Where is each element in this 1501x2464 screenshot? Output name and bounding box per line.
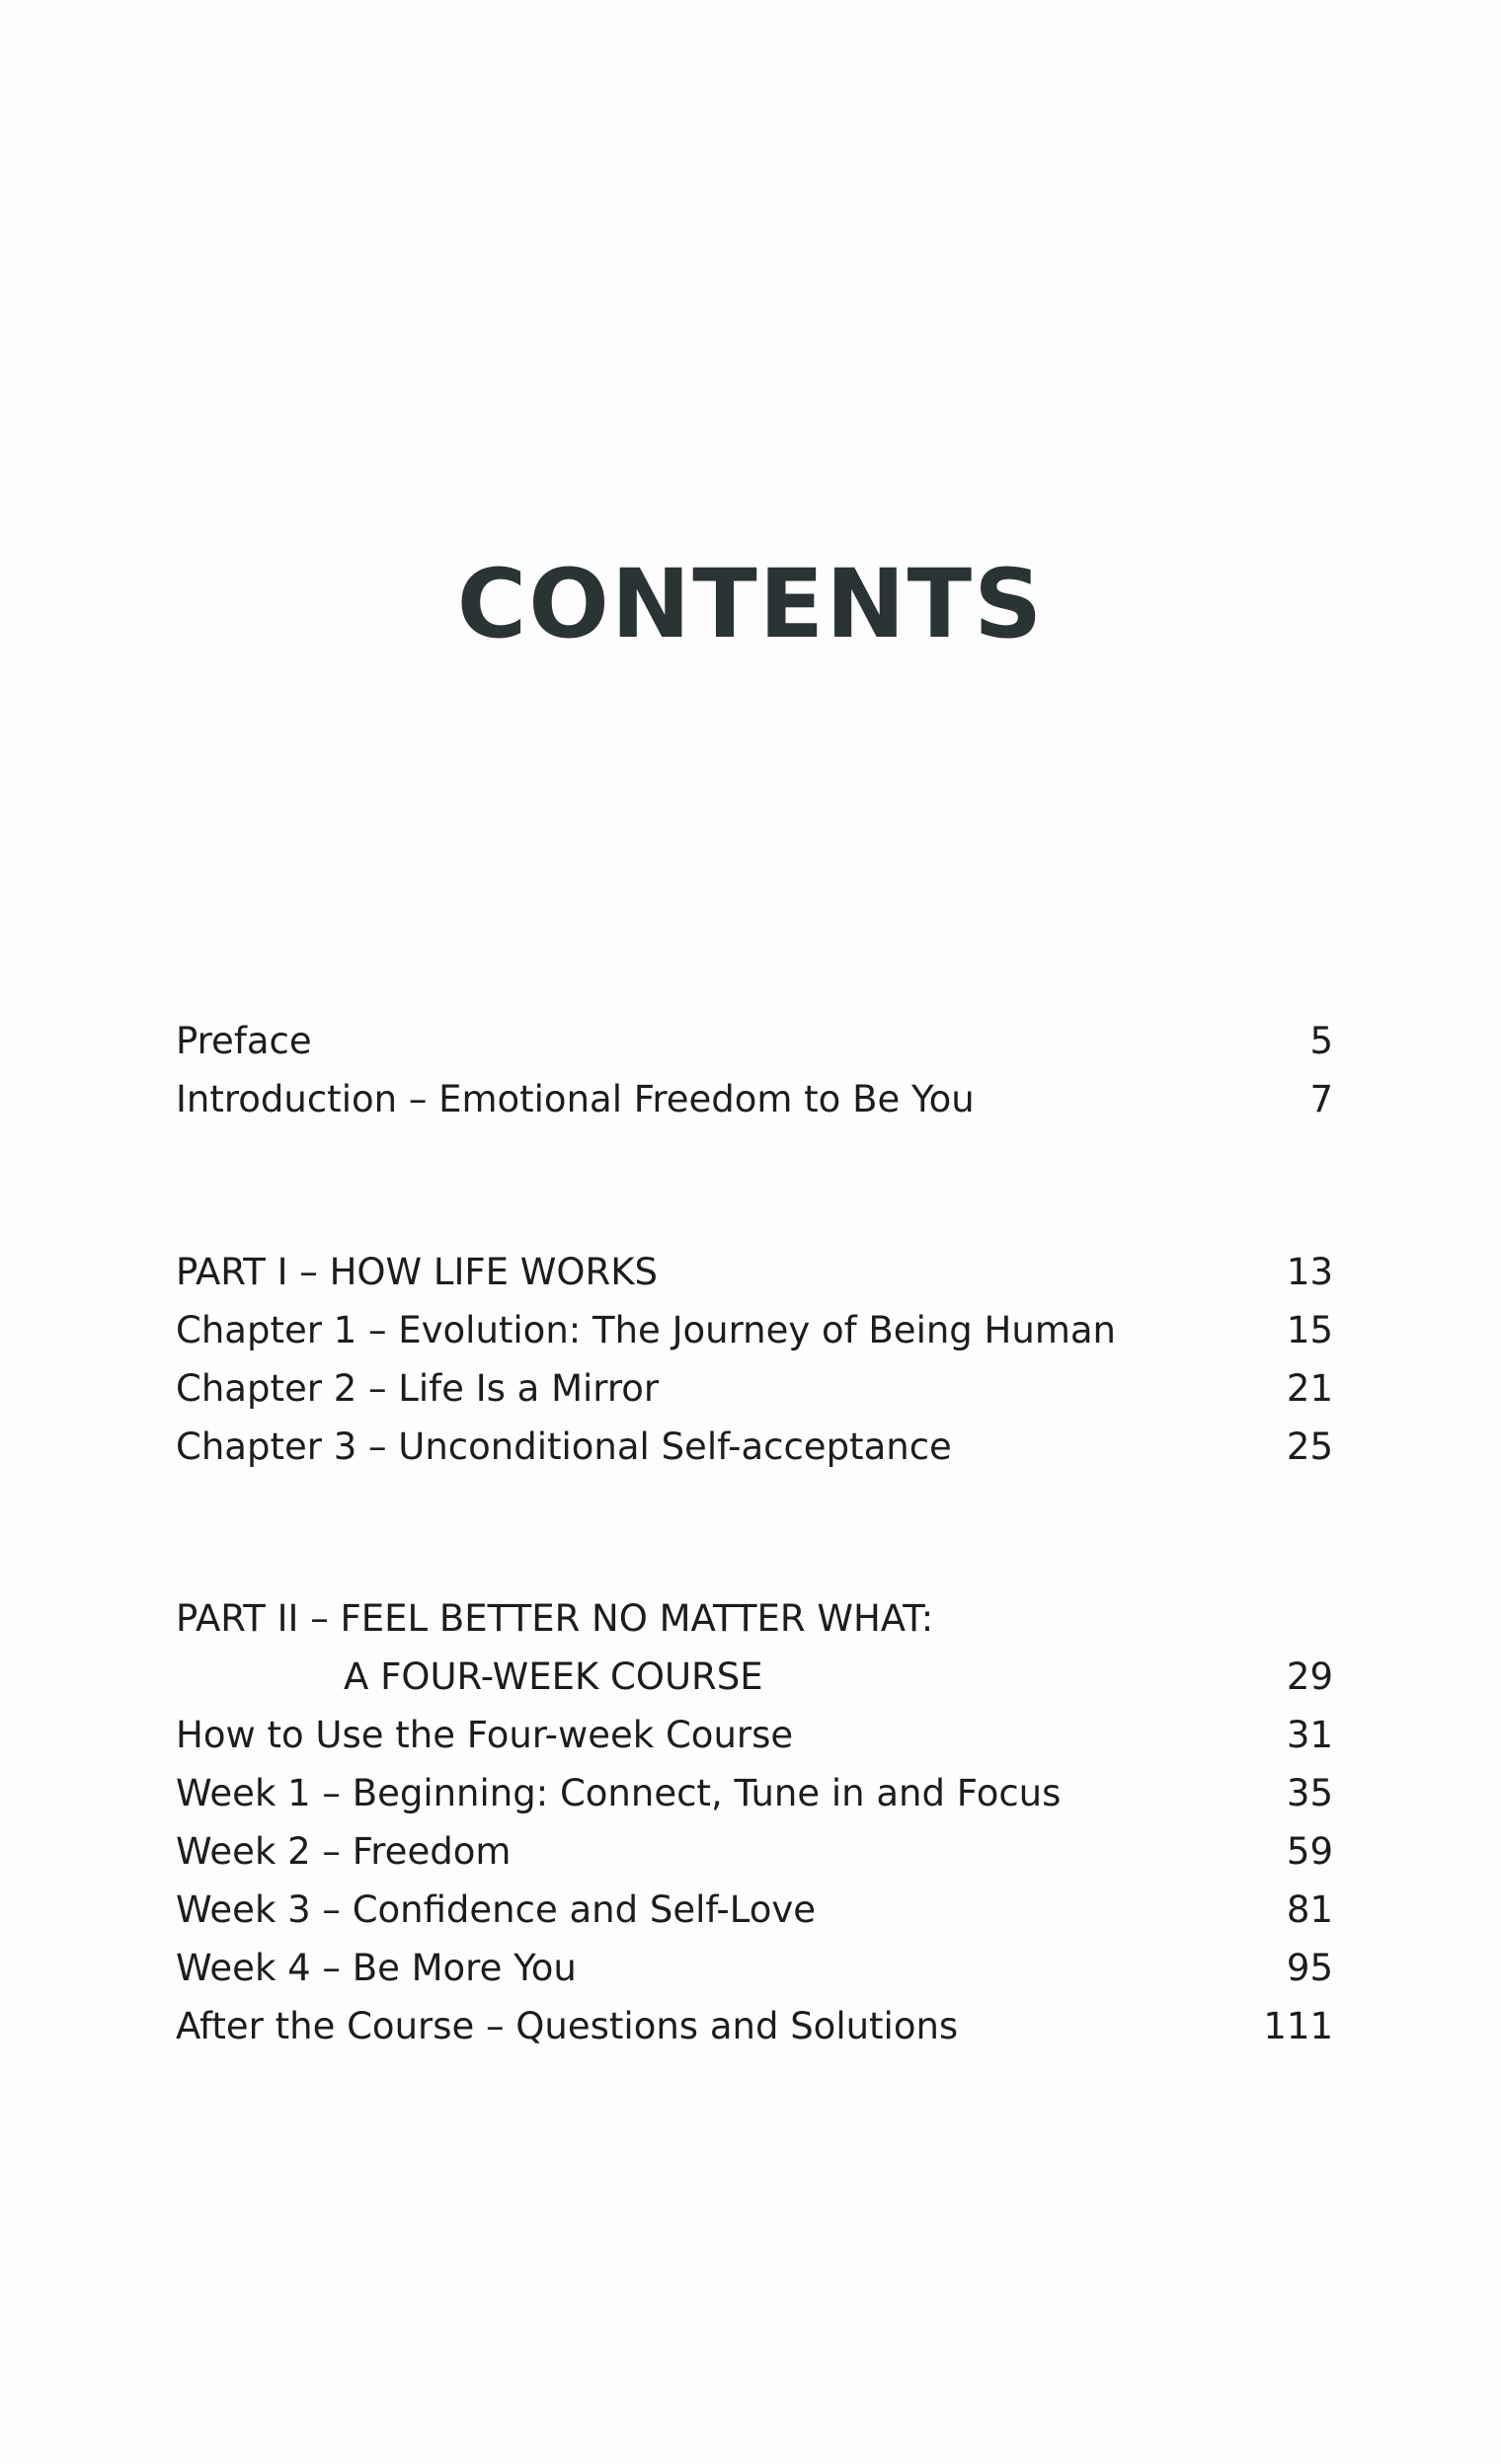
toc-entry-page: 13 (1286, 1251, 1333, 1293)
toc-entry-label: Week 1 – Beginning: Connect, Tune in and Focus (176, 1772, 1062, 1814)
toc-entry-label: After the Course – Questions and Solutions (176, 2005, 959, 2047)
toc-entry-label: How to Use the Four-week Course (176, 1714, 794, 1756)
toc-entry (176, 1823, 1333, 1881)
toc-entry-label: Chapter 3 – Unconditional Self-acceptance (176, 1425, 952, 1468)
toc-entry-label: Week 4 – Be More You (176, 1947, 577, 1989)
toc-entry-page: 21 (1286, 1367, 1333, 1410)
toc-entry (176, 1360, 1333, 1418)
toc-entry-page: 31 (1286, 1714, 1333, 1756)
toc-entry-label: PART II – FEEL BETTER NO MATTER WHAT: (176, 1597, 934, 1640)
toc-entry-label: A FOUR-WEEK COURSE (344, 1656, 763, 1698)
toc-entry-label: Chapter 2 – Life Is a Mirror (176, 1367, 660, 1410)
toc-entry-page: 15 (1286, 1309, 1333, 1351)
toc-entry-page: 5 (1309, 1020, 1333, 1062)
toc-entry-page: 111 (1263, 2005, 1333, 2047)
toc-entry-page: 25 (1286, 1425, 1333, 1468)
toc-entry (176, 1419, 1333, 1476)
toc-entry-page: 95 (1286, 1947, 1333, 1989)
toc-entry (176, 1244, 1333, 1301)
toc-entry (176, 1940, 1333, 1997)
toc-entry-page: 81 (1286, 1888, 1333, 1931)
toc-entry-label: PART I – HOW LIFE WORKS (176, 1251, 658, 1293)
toc-entry (176, 1302, 1333, 1359)
toc-entry (176, 1707, 1333, 1764)
page-title: CONTENTS (456, 549, 1045, 660)
toc-entry (176, 1590, 1333, 1648)
toc-entry (176, 1649, 1333, 1706)
toc-entry-page: 7 (1309, 1078, 1333, 1120)
toc-entry-page: 35 (1286, 1772, 1333, 1814)
toc-entry-label: Chapter 1 – Evolution: The Journey of Being Human (176, 1309, 1116, 1351)
toc-entry-label: Introduction – Emotional Freedom to Be You (176, 1078, 975, 1120)
toc-entry-page: 59 (1286, 1830, 1333, 1873)
toc-entry (176, 1013, 1333, 1070)
toc-entry (176, 1071, 1333, 1128)
toc-entry (176, 1765, 1333, 1822)
toc-entry-page: 29 (1286, 1656, 1333, 1698)
toc-entry-label: Week 2 – Freedom (176, 1830, 512, 1873)
toc-entry-label: Preface (176, 1020, 312, 1062)
toc-entry-label: Week 3 – Confidence and Self-Love (176, 1888, 817, 1931)
toc-entry (176, 1882, 1333, 1939)
toc-entry (176, 1998, 1333, 2055)
